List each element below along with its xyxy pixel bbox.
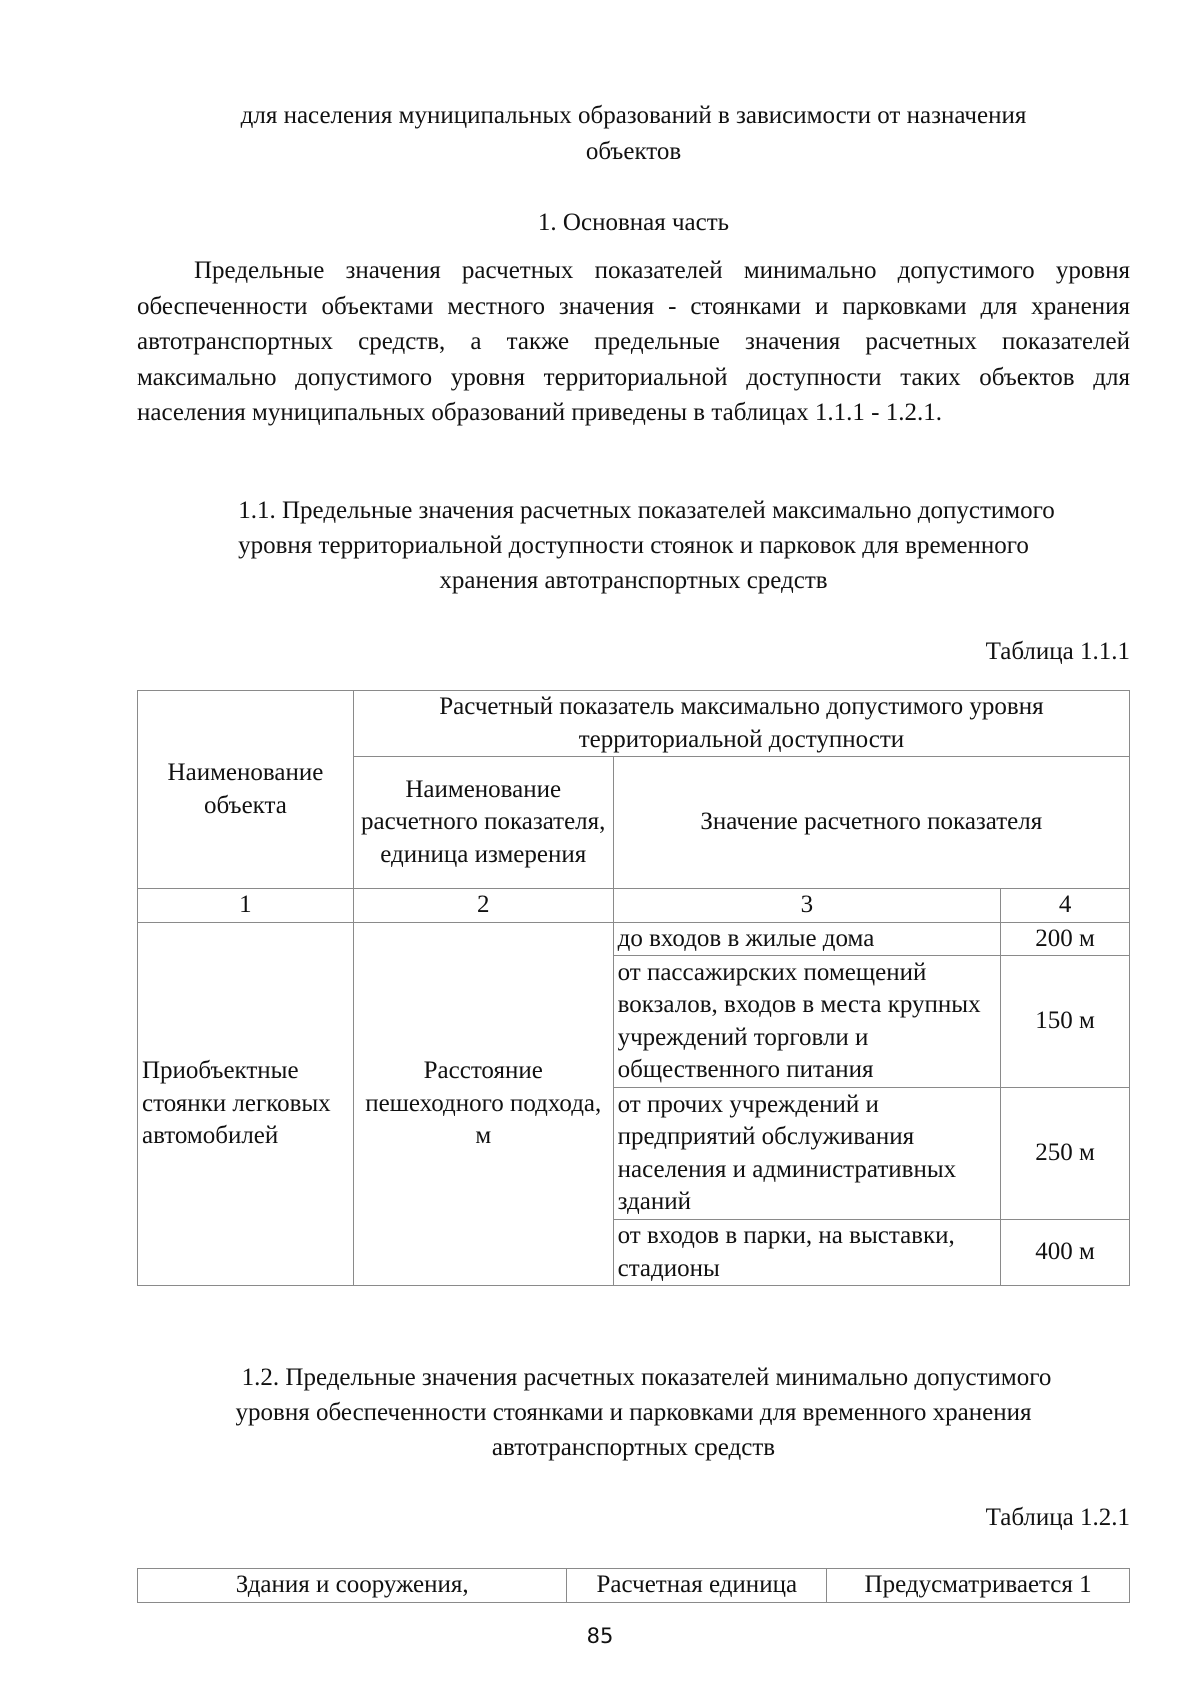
column-number: 1 xyxy=(138,889,354,923)
subsection-1-2-line-1: 1.2. Предельные значения расчетных показателей минимально допустимого xyxy=(241,1364,1052,1391)
distance-description-cell: от входов в парки, на выставки, стадионы xyxy=(613,1220,1001,1286)
column-number: 3 xyxy=(613,889,1001,923)
table-1-1-1 xyxy=(137,690,1130,1286)
object-name-cell: Приобъектные стоянки легковых автомобилей xyxy=(138,922,354,1286)
page-number: 85 xyxy=(586,1624,614,1648)
table-row xyxy=(138,922,1130,956)
header-provided: Предусматривается 1 xyxy=(827,1569,1130,1603)
column-number: 2 xyxy=(353,889,613,923)
column-number: 4 xyxy=(1001,889,1130,923)
section-title: 1. Основная часть xyxy=(537,209,730,236)
indicator-name-cell: Расстояние пешеходного подхода, м xyxy=(353,922,613,1286)
header-object-name: Наименование объекта xyxy=(138,691,354,889)
header-indicator-name: Наименование расчетного показателя, единица измерения xyxy=(353,757,613,889)
distance-value-cell: 200 м xyxy=(1001,922,1130,956)
distance-description-cell: от пассажирских помещений вокзалов, входов в места крупных учреждений торговли и общественного питания xyxy=(613,956,1001,1088)
header-calc-unit: Расчетная единица xyxy=(567,1569,827,1603)
table-1-2-1 xyxy=(137,1568,1130,1603)
subsection-1-1-line-3: хранения автотранспортных средств xyxy=(439,567,828,594)
distance-description-cell: до входов в жилые дома xyxy=(613,922,1001,956)
header-buildings: Здания и сооружения, xyxy=(138,1569,567,1603)
distance-description-cell: от прочих учреждений и предприятий обслуживания населения и административных зданий xyxy=(613,1088,1001,1220)
distance-value-cell: 150 м xyxy=(1001,956,1130,1088)
distance-value-cell: 400 м xyxy=(1001,1220,1130,1286)
header-group-indicator: Расчетный показатель максимально допустимого уровня территориальной доступности xyxy=(353,691,1129,757)
subsection-1-2-line-2: уровня обеспеченности стоянками и парковками для временного хранения xyxy=(235,1399,1032,1426)
subsection-1-1-line-1: 1.1. Предельные значения расчетных показателей максимально допустимого xyxy=(238,497,1055,524)
header-line-1: для населения муниципальных образований в зависимости от назначения xyxy=(240,102,1027,129)
subsection-1-2-line-3: автотранспортных средств xyxy=(491,1434,776,1461)
header-line-2: объектов xyxy=(585,138,682,165)
subsection-1-1-line-2: уровня территориальной доступности стоянок и парковок для временного xyxy=(238,532,1029,559)
table-1-1-1-label: Таблица 1.1.1 xyxy=(985,638,1130,665)
section-paragraph: Предельные значения расчетных показателей минимально допустимого уровня обеспеченности объектами местного значения - стоянками и парковками для хранения автотранспортных средств, а также предельные значения расчетных показателей максимально допустимого уровня территориальной доступности таких объектов для населения муниципальных образований приведены в таблицах 1.1.1 - 1.2.1. xyxy=(137,257,1130,426)
distance-value-cell: 250 м xyxy=(1001,1088,1130,1220)
table-1-2-1-label: Таблица 1.2.1 xyxy=(985,1504,1130,1531)
header-indicator-value: Значение расчетного показателя xyxy=(613,757,1129,889)
